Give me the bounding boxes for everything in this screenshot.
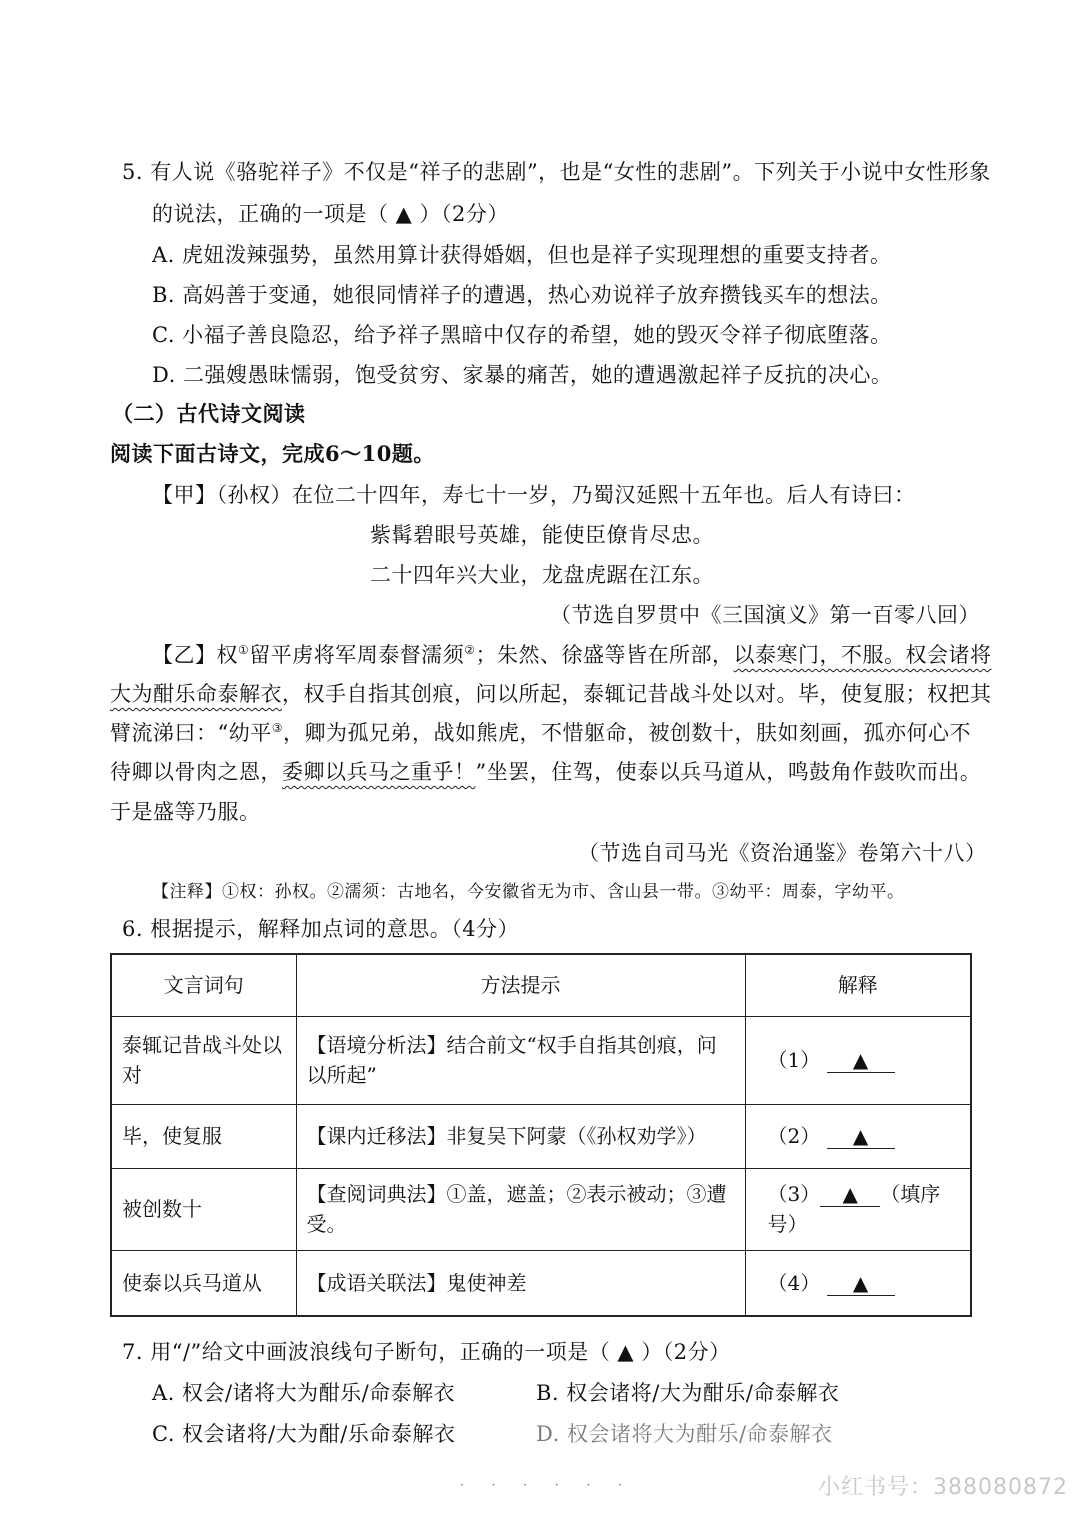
jia-text: 【甲】（孙权）在位二十四年，寿七十一岁，乃蜀汉延熙十五年也。后人有诗曰： — [152, 483, 916, 507]
q7-title: 7. 用“/”给文中画波浪线句子断句，正确的一项是（ ▲ ）（2分） — [122, 1340, 731, 1364]
row4-hint: 【成语关联法】鬼使神差 — [296, 1250, 745, 1316]
row3-suffix: （填序号） — [767, 1182, 941, 1236]
q5-stem-line2: 的说法，正确的一项是（ ▲ ）（2分） — [152, 202, 509, 226]
jia-poem-line1: 紫髯碧眼号英雄，能使臣僚肯尽忠。 — [370, 523, 714, 547]
q7-option-a: A. 权会/诸将大为酣乐/命泰解衣 — [152, 1381, 456, 1405]
q7-option-b: B. 权会诸将/大为酣乐/命泰解衣 — [536, 1381, 840, 1405]
header-hint: 方法提示 — [296, 954, 745, 1016]
table-row — [111, 1250, 971, 1316]
row1-phrase: 泰辄记昔战斗处以对 — [111, 1016, 296, 1104]
header-phrase: 文言词句 — [111, 954, 296, 1016]
yi-line3 — [110, 718, 971, 748]
section-instruction: 阅读下面古诗文，完成6～10题。 — [110, 441, 435, 466]
yi-line3-b: ，卿为孤兄弟，战如熊虎，不惜躯命，被创数十，肤如刻画，孤亦何心不 — [283, 721, 972, 745]
answer-blank-2[interactable]: ▲ — [827, 1124, 895, 1149]
q7-option-c — [152, 1419, 455, 1449]
row3-number: （3） — [767, 1182, 821, 1206]
section-heading: （二）古代诗文阅读 — [112, 401, 306, 426]
row3-phrase: 被创数十 — [111, 1168, 296, 1250]
footnote-mark-1: ① — [238, 643, 250, 657]
wavy-underlined-sentence-part1: 以泰寒门，不服。权会诸将 — [733, 643, 992, 667]
yi-line1 — [152, 640, 992, 670]
q7-option-d: D. 权会诸将大为酣乐/命泰解衣 — [536, 1422, 833, 1446]
answer-blank-1[interactable]: ▲ — [827, 1048, 895, 1073]
jia-poem-line2: 二十四年兴大业，龙盘虎踞在江东。 — [370, 563, 714, 587]
row4-number: （4） — [767, 1270, 821, 1295]
q5-stem-line1: 5. 有人说《骆驼祥子》不仅是“祥子的悲剧”，也是“女性的悲剧”。下列关于小说中女性形象 — [122, 160, 991, 184]
q7-option-c-text: C. 权会诸将/大为酣/乐命泰解衣 — [152, 1422, 456, 1446]
answer-blank-3[interactable]: ▲ — [820, 1182, 880, 1207]
q6-title: 6. 根据提示，解释加点词的意思。（4分） — [122, 917, 520, 941]
row1-hint: 【语境分析法】结合前文“权手自指其创痕，问以所起” — [296, 1016, 745, 1104]
answer-blank-4[interactable]: ▲ — [827, 1271, 895, 1296]
table-row — [111, 1016, 971, 1104]
footnote-mark-3: ③ — [271, 721, 284, 735]
yi-line1-b: 留平虏将军周泰督濡须 — [249, 643, 465, 667]
yi-line1-c: ；朱然、徐盛等皆在所部， — [475, 643, 734, 667]
q5-option-a: A. 虎妞泼辣强势，虽然用算计获得婚姻，但也是祥子实现理想的重要支持者。 — [152, 243, 892, 267]
q6-table — [110, 953, 972, 1317]
row2-number: （2） — [767, 1124, 821, 1148]
row3-answer — [745, 1168, 971, 1250]
annotation-notes: 【注释】①权：孙权。②濡须：古地名，今安徽省无为市、含山县一带。③幼平：周泰，字幼平。 — [152, 882, 905, 902]
footer-dots: · · · · · · — [460, 1478, 634, 1492]
header-answer: 解释 — [745, 954, 971, 1016]
yi-line1-a: 【乙】权 — [152, 643, 238, 667]
wavy-underlined-sentence-part2: 大为酣乐命泰解衣 — [110, 682, 282, 706]
wavy-underlined-sentence-2: 委卿以兵马之重乎！ — [282, 760, 476, 784]
yi-source: （节选自司马光《资治通鉴》卷第六十八） — [578, 841, 987, 865]
yi-line5: 于是盛等乃服。 — [110, 800, 261, 824]
yi-line4 — [110, 757, 981, 787]
watermark: 小红书号：388080872 — [818, 1475, 1068, 1500]
yi-line4-a: 待卿以骨肉之恩， — [110, 760, 282, 784]
yi-line4-b: ”坐罢，住驾，使泰以兵马道从，鸣鼓角作鼓吹而出。 — [475, 760, 982, 784]
row4-answer — [745, 1250, 971, 1316]
q5-option-b: B. 高妈善于变通，她很同情祥子的遭遇，热心劝说祥子放弃攒钱买车的想法。 — [152, 283, 892, 307]
table-header-row — [111, 954, 971, 1016]
jia-source: （节选自罗贯中《三国演义》第一百零八回） — [550, 603, 980, 627]
yi-line2 — [110, 679, 992, 709]
q5-option-c: C. 小福子善良隐忍，给予祥子黑暗中仅存的希望，她的毁灭令祥子彻底堕落。 — [152, 323, 892, 347]
table-row — [111, 1104, 971, 1168]
row3-hint: 【查阅词典法】①盖，遮盖；②表示被动；③遭受。 — [296, 1168, 745, 1250]
table-row — [111, 1168, 971, 1250]
row2-hint: 【课内迁移法】非复吴下阿蒙（《孙权劝学》） — [296, 1104, 745, 1168]
footnote-mark-2: ② — [464, 643, 476, 657]
q5-option-d: D. 二强嫂愚昧懦弱，饱受贫穷、家暴的痛苦，她的遭遇激起祥子反抗的决心。 — [152, 363, 893, 387]
row1-answer — [745, 1016, 971, 1104]
row2-phrase: 毕，使复服 — [111, 1104, 296, 1168]
yi-line2-b: ，权手自指其创痕，问以所起，泰辄记昔战斗处以对。毕，使复服；权把其 — [282, 682, 992, 706]
row4-phrase: 使泰以兵马道从 — [111, 1250, 296, 1316]
row1-number: （1） — [767, 1048, 821, 1072]
yi-line3-a: 臂流涕曰：“幼平 — [110, 721, 272, 745]
row2-answer — [745, 1104, 971, 1168]
